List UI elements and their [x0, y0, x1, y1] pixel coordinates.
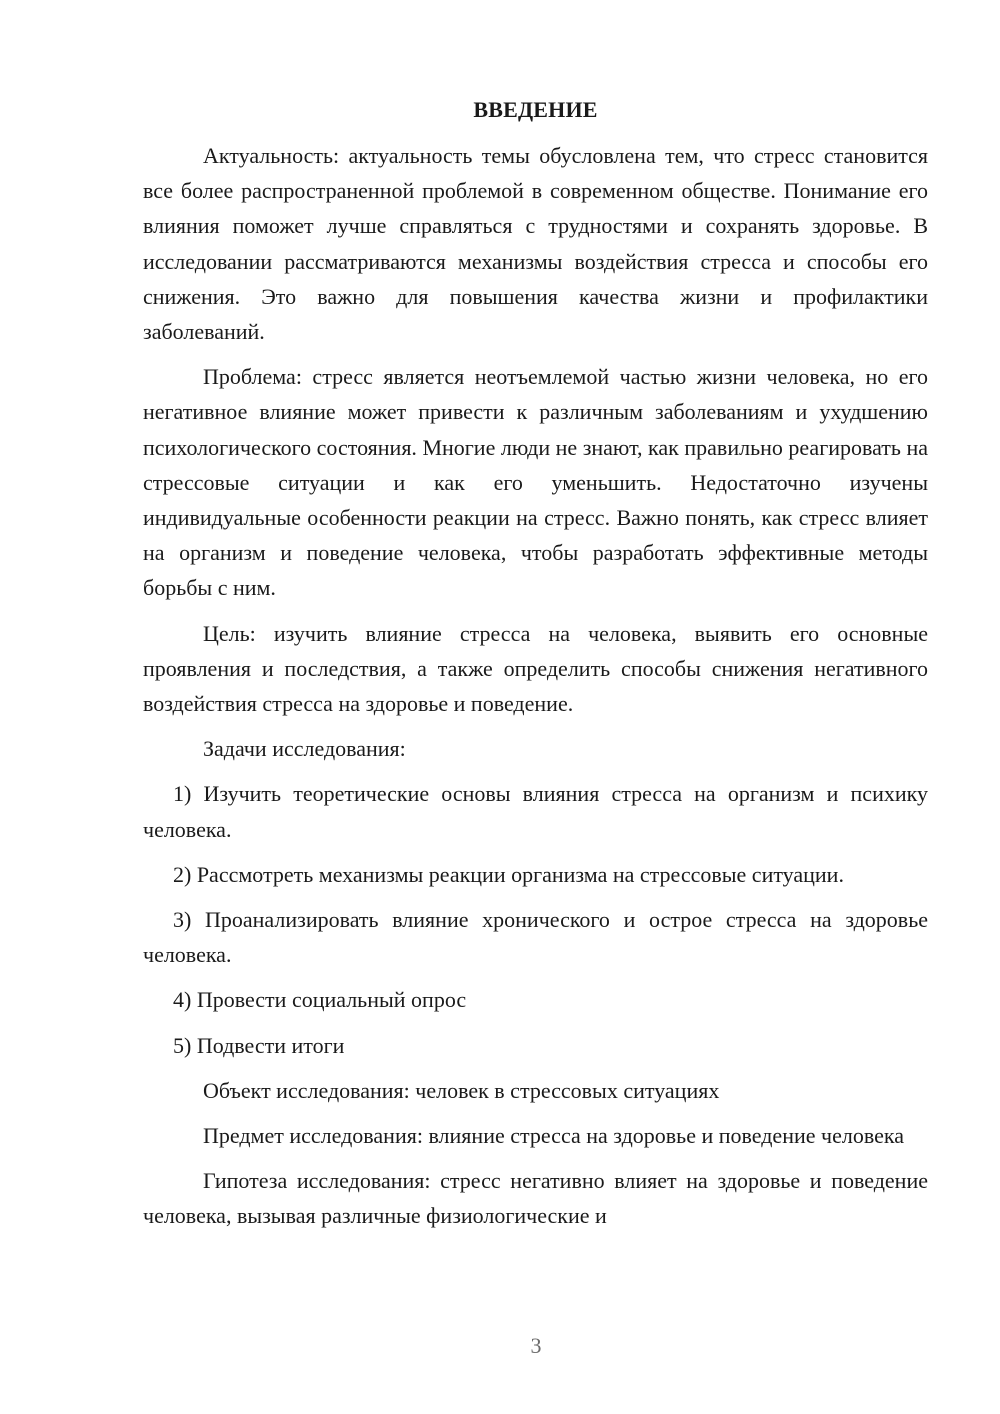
task-item: 4) Провести социальный опрос [173, 987, 467, 1013]
hypothesis-paragraph: Гипотеза исследования: стресс негативно влияет на здоровье и поведение человека, вызывая различные физиологические и [143, 1168, 928, 1229]
task-item: 1) Изучить теоретические основы влияния стресса на организм и психику человека. [143, 781, 928, 842]
task-item: 2) Рассмотреть механизмы реакции организма на стрессовые ситуации. [173, 861, 844, 887]
task-item: 3) Проанализировать влияние хронического и острое стресса на здоровье человека. [143, 907, 928, 968]
goal-paragraph: Цель: изучить влияние стресса на человека, выявить его основные проявления и последствия, а также определить способы снижения негативного воздействия стресса на здоровье и поведение. [143, 620, 928, 717]
problem-paragraph: Проблема: стресс является неотъемлемой частью жизни человека, но его негативное влияние может привести к различным заболеваниям и ухудшению психологического состояния. Многие люди не знают, как правильно реагировать на стрессовые ситуации и как его уменьшить. Недостаточно изучены индивидуальные особенности реакции на стресс. Важно понять, как стресс влияет на организм и поведение человека, чтобы разработать эффективные методы борьбы с ним. [143, 364, 928, 601]
relevance-paragraph: Актуальность: актуальность темы обусловлена тем, что стресс становится все более распространенной проблемой в современном обществе. Понимание его влияния поможет лучше справляться с трудностями и сохранять здоровье. В исследовании рассматриваются механизмы воздействия стресса и способы его снижения. Это важно для повышения качества жизни и профилактики заболеваний. [143, 143, 928, 345]
subject-paragraph: Предмет исследования: влияние стресса на здоровье и поведение человека [203, 1123, 904, 1149]
document-page [143, 95, 928, 1234]
task-item: 5) Подвести итоги [173, 1032, 345, 1058]
object-paragraph: Объект исследования: человек в стрессовых ситуациях [203, 1077, 720, 1103]
tasks-heading: Задачи исследования: [203, 736, 406, 762]
section-heading: ВВЕДЕНИЕ [473, 97, 598, 122]
page-number: 3 [530, 1333, 542, 1358]
